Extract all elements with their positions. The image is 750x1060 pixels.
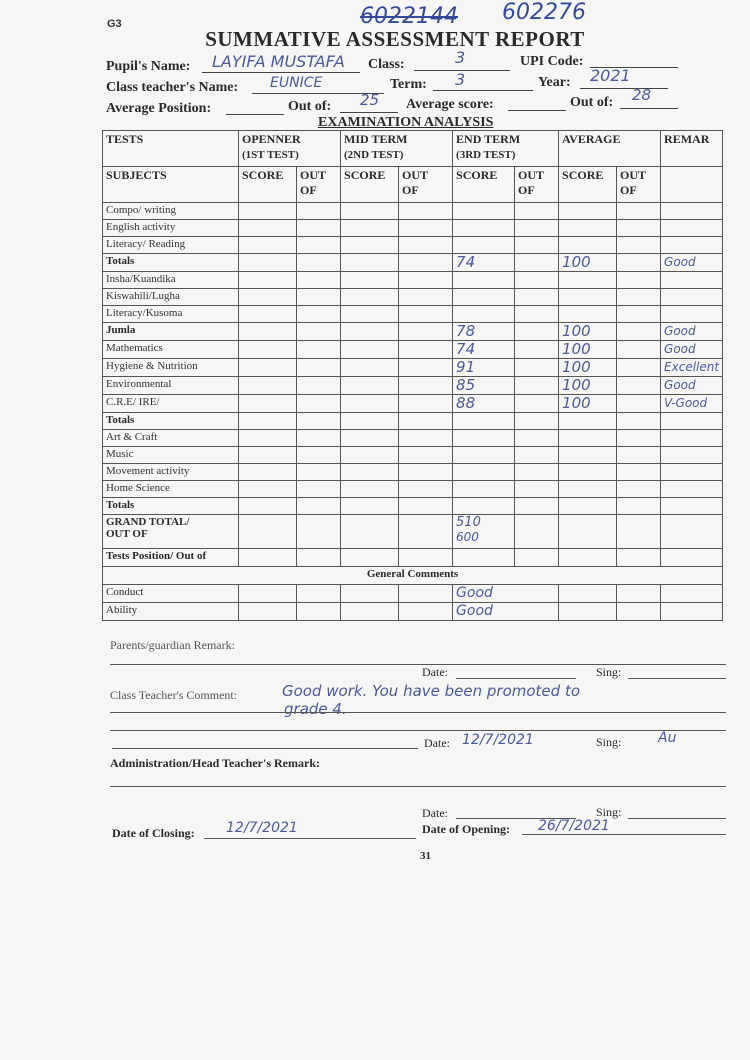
remark xyxy=(661,447,723,464)
remark: Good xyxy=(661,254,723,272)
average-out-of xyxy=(617,203,661,220)
year-label: Year: xyxy=(538,75,571,90)
average-score-label: Average score: xyxy=(406,97,494,112)
general-comments-row xyxy=(103,567,723,585)
remark: Excellent xyxy=(661,359,723,377)
empty-cell xyxy=(297,220,341,237)
end-term-out-of xyxy=(515,203,559,220)
average-out-of xyxy=(617,237,661,254)
table-row xyxy=(103,413,723,430)
end-term-out-of xyxy=(515,481,559,498)
average-out-of xyxy=(617,395,661,413)
empty-cell xyxy=(399,306,453,323)
empty-cell xyxy=(297,413,341,430)
end-term-score xyxy=(453,272,515,289)
table-row xyxy=(103,254,723,272)
average-score xyxy=(559,237,617,254)
empty-cell xyxy=(297,254,341,272)
subject-name: Mathematics xyxy=(103,341,239,359)
average-score: 100 xyxy=(559,359,617,377)
end-term-score xyxy=(453,220,515,237)
table-row xyxy=(103,237,723,254)
admin-sign-label: Sing: xyxy=(596,805,622,819)
end-term-out-of xyxy=(515,254,559,272)
end-term-score xyxy=(453,306,515,323)
grand-total-cell xyxy=(453,515,515,549)
average-out-of xyxy=(617,447,661,464)
end-term-score: 74 xyxy=(453,254,515,272)
empty-cell xyxy=(399,289,453,306)
teacher-comment-label: Class Teacher's Comment: xyxy=(110,688,238,702)
empty-cell xyxy=(341,323,399,341)
remark xyxy=(661,498,723,515)
opening-date-label: Date of Opening: xyxy=(422,822,510,836)
empty-cell xyxy=(399,498,453,515)
term-value: 3 xyxy=(455,70,466,89)
end-term-out-of xyxy=(515,341,559,359)
remark xyxy=(661,306,723,323)
empty-cell xyxy=(399,341,453,359)
remark: Good xyxy=(661,323,723,341)
parents-sign-line xyxy=(628,678,726,679)
parents-date-line xyxy=(456,678,576,679)
empty-cell xyxy=(399,447,453,464)
average-score xyxy=(559,272,617,289)
conduct-row xyxy=(103,585,723,603)
empty-cell xyxy=(239,323,297,341)
average-score: 100 xyxy=(559,341,617,359)
empty-cell xyxy=(239,413,297,430)
out-of-value-1: 25 xyxy=(360,91,380,109)
mid-score-header: SCORE xyxy=(341,167,399,203)
subject-name: C.R.E/ IRE/ xyxy=(103,395,239,413)
table-row xyxy=(103,220,723,237)
empty-cell xyxy=(239,220,297,237)
empty-cell xyxy=(239,498,297,515)
remark xyxy=(661,430,723,447)
empty-cell xyxy=(341,272,399,289)
average-out-of xyxy=(617,254,661,272)
empty-cell xyxy=(341,395,399,413)
empty-cell xyxy=(239,430,297,447)
empty-cell xyxy=(297,464,341,481)
remark xyxy=(661,237,723,254)
grand-total-out: 600 xyxy=(456,530,479,544)
grand-total-label: GRAND TOTAL/ OUT OF xyxy=(103,515,239,549)
table-row xyxy=(103,359,723,377)
grand-total-row xyxy=(103,515,723,549)
empty-cell xyxy=(399,464,453,481)
struck-upi-code: 6022144 xyxy=(360,4,458,29)
table-row xyxy=(103,306,723,323)
end-term-score: 74 xyxy=(453,341,515,359)
teacher-date-rule xyxy=(112,748,418,749)
empty-cell xyxy=(399,430,453,447)
empty-cell xyxy=(297,395,341,413)
parents-date-label: Date: xyxy=(422,665,448,679)
subject-name: Hygiene & Nutrition xyxy=(103,359,239,377)
empty-cell xyxy=(399,377,453,395)
end-term-header: END TERM (3RD TEST) xyxy=(453,131,559,167)
average-out-of xyxy=(617,272,661,289)
teacher-date-value: 12/7/2021 xyxy=(462,732,534,748)
avg-out-of-header: OUT OF xyxy=(617,167,661,203)
subject-name: Literacy/Kusoma xyxy=(103,306,239,323)
end-term-out-of xyxy=(515,272,559,289)
grade-corner-label: G3 xyxy=(107,18,122,30)
closing-date-value: 12/7/2021 xyxy=(226,820,298,836)
empty-cell xyxy=(239,237,297,254)
opening-date-line xyxy=(522,834,726,835)
subject-rows xyxy=(103,203,723,515)
mid-term-header: MID TERM (2ND TEST) xyxy=(341,131,453,167)
subject-name: Totals xyxy=(103,254,239,272)
table-row xyxy=(103,377,723,395)
empty-cell xyxy=(239,359,297,377)
end-term-out-of xyxy=(515,323,559,341)
empty-cell xyxy=(341,359,399,377)
teacher-signature: Au xyxy=(658,730,677,746)
end-term-out-of xyxy=(515,498,559,515)
teacher-name-value: EUNICE xyxy=(270,75,323,91)
opening-date-value: 26/7/2021 xyxy=(538,818,610,834)
empty-cell xyxy=(399,481,453,498)
handwritten-upi-code: 602276 xyxy=(502,0,586,25)
empty-cell xyxy=(239,254,297,272)
remark xyxy=(661,481,723,498)
examination-table xyxy=(102,130,723,621)
term-field xyxy=(433,74,533,91)
average-out-of xyxy=(617,289,661,306)
average-out-of xyxy=(617,323,661,341)
closing-date-line xyxy=(204,838,416,839)
table-row xyxy=(103,341,723,359)
empty-cell xyxy=(399,272,453,289)
table-row xyxy=(103,395,723,413)
closing-date-label: Date of Closing: xyxy=(112,826,195,840)
average-out-of xyxy=(617,220,661,237)
subject-name: Movement activity xyxy=(103,464,239,481)
remarks-header: REMAR xyxy=(661,131,723,167)
examination-analysis-heading: EXAMINATION ANALYSIS xyxy=(318,115,494,130)
end-term-score xyxy=(453,430,515,447)
average-score: 100 xyxy=(559,395,617,413)
empty-cell xyxy=(341,289,399,306)
remark: Good xyxy=(661,377,723,395)
tests-position-label: Tests Position/ Out of xyxy=(103,549,239,567)
empty-cell xyxy=(341,413,399,430)
general-comments-heading: General Comments xyxy=(103,567,723,585)
teacher-comment-line-2: grade 4. xyxy=(284,700,347,718)
average-score xyxy=(559,481,617,498)
empty-cell xyxy=(341,203,399,220)
remark: V-Good xyxy=(661,395,723,413)
empty-cell xyxy=(399,395,453,413)
admin-date-label: Date: xyxy=(422,806,448,820)
ability-value: Good xyxy=(456,603,493,619)
teacher-name-label: Class teacher's Name: xyxy=(106,80,239,95)
empty-cell xyxy=(297,359,341,377)
average-out-of xyxy=(617,481,661,498)
out-of-value-2: 28 xyxy=(632,86,652,104)
empty-cell xyxy=(239,395,297,413)
admin-remark-label: Administration/Head Teacher's Remark: xyxy=(110,756,320,770)
average-score: 100 xyxy=(559,323,617,341)
table-row xyxy=(103,464,723,481)
average-out-of xyxy=(617,306,661,323)
empty-cell xyxy=(399,323,453,341)
conduct-value: Good xyxy=(456,585,493,601)
conduct-label: Conduct xyxy=(103,585,239,603)
empty-cell xyxy=(297,498,341,515)
subject-name: Totals xyxy=(103,498,239,515)
average-out-of xyxy=(617,359,661,377)
table-row xyxy=(103,272,723,289)
empty-cell xyxy=(297,341,341,359)
parents-remark-label: Parents/guardian Remark: xyxy=(110,638,235,652)
end-term-score xyxy=(453,464,515,481)
teacher-comment-rule-2 xyxy=(110,730,726,731)
mid-out-of-header: OUT OF xyxy=(399,167,453,203)
end-term-score xyxy=(453,203,515,220)
empty-cell xyxy=(239,481,297,498)
empty-cell xyxy=(239,306,297,323)
opener-out-of-header: OUT OF xyxy=(297,167,341,203)
end-term-score xyxy=(453,413,515,430)
grand-total-score: 510 xyxy=(456,515,481,530)
subjects-header: SUBJECTS xyxy=(103,167,239,203)
table-row xyxy=(103,498,723,515)
end-term-score: 85 xyxy=(453,377,515,395)
subject-name: Environmental xyxy=(103,377,239,395)
pupil-name-label: Pupil's Name: xyxy=(106,59,191,74)
average-out-of xyxy=(617,498,661,515)
end-term-out-of xyxy=(515,289,559,306)
empty-cell xyxy=(341,498,399,515)
average-score: 100 xyxy=(559,377,617,395)
empty-cell xyxy=(341,430,399,447)
end-term-out-of xyxy=(515,306,559,323)
table-row xyxy=(103,481,723,498)
average-position-label: Average Position: xyxy=(106,101,212,116)
table-row xyxy=(103,430,723,447)
empty-cell xyxy=(341,254,399,272)
average-score xyxy=(559,498,617,515)
subject-name: English activity xyxy=(103,220,239,237)
average-score xyxy=(559,447,617,464)
out-of-label-1: Out of: xyxy=(288,99,332,114)
end-term-out-of xyxy=(515,395,559,413)
empty-cell xyxy=(399,359,453,377)
subject-name: Insha/Kuandika xyxy=(103,272,239,289)
empty-cell xyxy=(297,203,341,220)
empty-cell xyxy=(297,430,341,447)
end-term-out-of xyxy=(515,359,559,377)
average-score xyxy=(559,430,617,447)
empty-cell xyxy=(341,481,399,498)
ability-label: Ability xyxy=(103,603,239,621)
admin-remark-rule-1 xyxy=(110,786,726,787)
subject-name: Literacy/ Reading xyxy=(103,237,239,254)
end-term-out-of xyxy=(515,220,559,237)
average-score-field xyxy=(508,94,566,111)
teacher-comment-line-1: Good work. You have been promoted to xyxy=(282,682,581,700)
subject-name: Jumla xyxy=(103,323,239,341)
end-term-score xyxy=(453,481,515,498)
header-row-subjects xyxy=(103,167,723,203)
average-score xyxy=(559,220,617,237)
average-out-of xyxy=(617,341,661,359)
subject-name: Art & Craft xyxy=(103,430,239,447)
end-out-of-header: OUT OF xyxy=(515,167,559,203)
subject-name: Compo/ writing xyxy=(103,203,239,220)
subject-name: Music xyxy=(103,447,239,464)
empty-cell xyxy=(399,220,453,237)
remark: Good xyxy=(661,341,723,359)
teacher-sign-label: Sing: xyxy=(596,735,622,749)
empty-cell xyxy=(239,272,297,289)
parents-sign-label: Sing: xyxy=(596,665,622,679)
subject-name: Kiswahili/Lugha xyxy=(103,289,239,306)
out-of-label-2: Out of: xyxy=(570,95,614,110)
header-row-tests xyxy=(103,131,723,167)
empty-cell xyxy=(239,203,297,220)
teacher-date-label: Date: xyxy=(424,736,450,750)
remark xyxy=(661,289,723,306)
upi-code-label: UPI Code: xyxy=(520,54,584,69)
average-score xyxy=(559,203,617,220)
average-position-field xyxy=(226,98,284,115)
empty-cell xyxy=(341,237,399,254)
end-term-score xyxy=(453,289,515,306)
empty-cell xyxy=(239,447,297,464)
remark xyxy=(661,464,723,481)
tests-header: TESTS xyxy=(103,131,239,167)
empty-cell xyxy=(341,377,399,395)
class-value: 3 xyxy=(455,48,466,67)
empty-cell xyxy=(341,464,399,481)
class-label: Class: xyxy=(368,57,405,72)
empty-cell xyxy=(239,377,297,395)
page-number: 31 xyxy=(420,850,431,862)
empty-cell xyxy=(239,464,297,481)
empty-cell xyxy=(297,289,341,306)
opener-score-header: SCORE xyxy=(239,167,297,203)
empty-cell xyxy=(239,289,297,306)
remark xyxy=(661,220,723,237)
empty-cell xyxy=(341,341,399,359)
empty-cell xyxy=(297,447,341,464)
end-term-out-of xyxy=(515,237,559,254)
avg-score-header: SCORE xyxy=(559,167,617,203)
term-label: Term: xyxy=(390,77,427,92)
admin-sign-line xyxy=(628,818,726,819)
table-row xyxy=(103,203,723,220)
table-row xyxy=(103,447,723,464)
teacher-comment-rule-1 xyxy=(110,712,726,713)
empty-cell xyxy=(341,306,399,323)
average-score xyxy=(559,289,617,306)
subject-name: Home Science xyxy=(103,481,239,498)
tests-position-row xyxy=(103,549,723,567)
end-term-out-of xyxy=(515,413,559,430)
empty-cell xyxy=(399,203,453,220)
empty-cell xyxy=(297,481,341,498)
end-term-score xyxy=(453,237,515,254)
empty-cell xyxy=(297,272,341,289)
average-score xyxy=(559,413,617,430)
average-out-of xyxy=(617,430,661,447)
end-term-out-of xyxy=(515,377,559,395)
end-term-score: 78 xyxy=(453,323,515,341)
report-title: SUMMATIVE ASSESSMENT REPORT xyxy=(205,27,585,51)
average-header: AVERAGE xyxy=(559,131,661,167)
end-term-out-of xyxy=(515,430,559,447)
end-term-score xyxy=(453,498,515,515)
remark xyxy=(661,413,723,430)
year-value: 2021 xyxy=(590,66,631,85)
end-score-header: SCORE xyxy=(453,167,515,203)
empty-cell xyxy=(297,377,341,395)
pupil-name-value: LAYIFA MUSTAFA xyxy=(212,52,345,71)
empty-cell xyxy=(297,237,341,254)
empty-cell xyxy=(399,413,453,430)
empty-cell xyxy=(239,341,297,359)
end-term-out-of xyxy=(515,447,559,464)
empty-cell xyxy=(297,306,341,323)
empty-cell xyxy=(341,447,399,464)
average-out-of xyxy=(617,413,661,430)
empty-cell xyxy=(297,323,341,341)
table-row xyxy=(103,323,723,341)
average-score xyxy=(559,464,617,481)
average-out-of xyxy=(617,464,661,481)
table-row xyxy=(103,289,723,306)
average-score: 100 xyxy=(559,254,617,272)
end-term-score: 88 xyxy=(453,395,515,413)
subject-name: Totals xyxy=(103,413,239,430)
remarks-subheader xyxy=(661,167,723,203)
average-score xyxy=(559,306,617,323)
end-term-score: 91 xyxy=(453,359,515,377)
end-term-out-of xyxy=(515,464,559,481)
average-out-of xyxy=(617,377,661,395)
ability-row xyxy=(103,603,723,621)
remark xyxy=(661,203,723,220)
remark xyxy=(661,272,723,289)
empty-cell xyxy=(341,220,399,237)
parents-remark-line xyxy=(110,664,726,665)
end-term-score xyxy=(453,447,515,464)
empty-cell xyxy=(399,237,453,254)
empty-cell xyxy=(399,254,453,272)
opener-header: OPENNER (1ST TEST) xyxy=(239,131,341,167)
